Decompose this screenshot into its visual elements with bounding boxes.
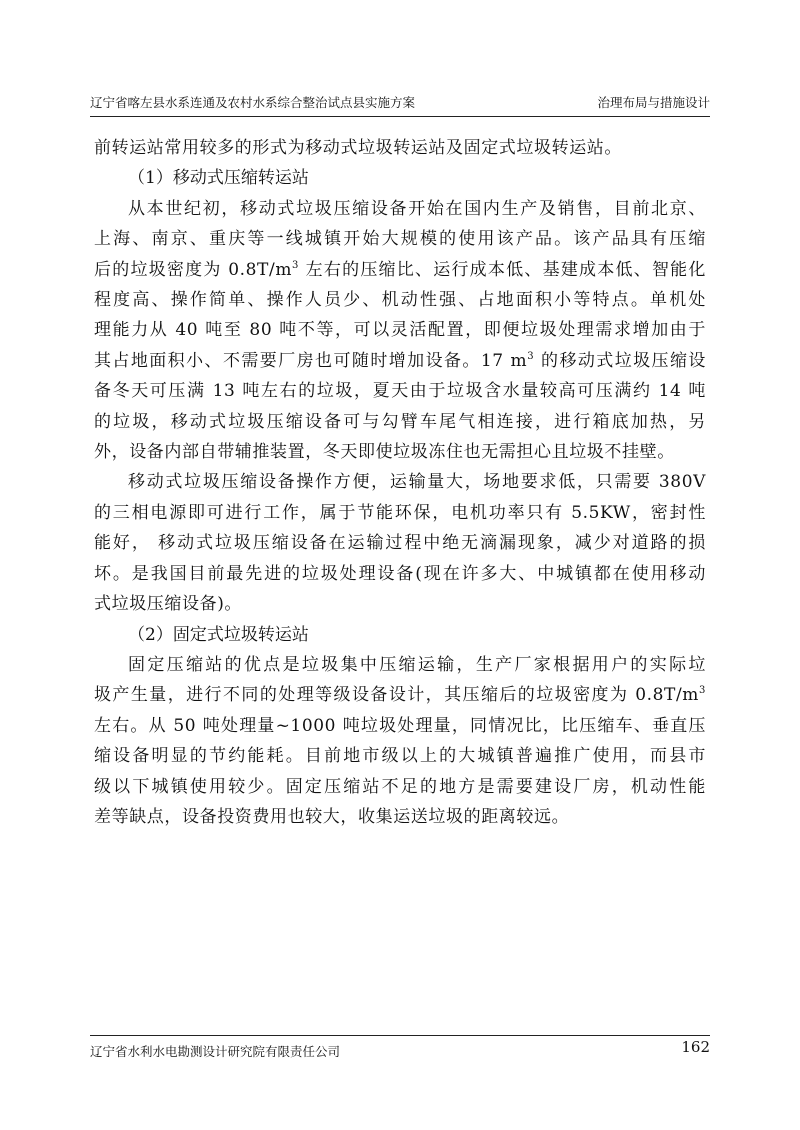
footer-organization: 辽宁省水利水电勘测设计研究院有限责任公司 bbox=[90, 1044, 341, 1059]
header-section-title: 治理布局与措施设计 bbox=[597, 95, 710, 110]
text-line: 式垃圾压缩设备)。 bbox=[94, 594, 243, 615]
text-line: 前转运站常用较多的形式为移动式垃圾转运站及固定式垃圾转运站。 bbox=[94, 138, 622, 158]
paragraph-intro-continued bbox=[94, 133, 706, 163]
section-heading-fixed-station: （2）固定式垃圾转运站 bbox=[128, 624, 309, 645]
page-header bbox=[90, 92, 710, 117]
text-line: 外，设备内部自带辅推装置，冬天即使垃圾冻住也无需担心且垃圾不挂壁。 bbox=[94, 442, 675, 463]
paragraph-fixed-station bbox=[94, 650, 706, 832]
header-document-title: 辽宁省喀左县水系连通及农村水系综合整治试点县实施方案 bbox=[90, 95, 416, 110]
text-line-with-superscript bbox=[94, 680, 706, 710]
text-line-with-superscript bbox=[94, 255, 706, 285]
page-number: 162 bbox=[681, 1038, 710, 1056]
text-line: 备冬天可压满 13 吨左右的垃圾，夏天由于垃圾含水量较高可压满约 14 吨 bbox=[94, 381, 706, 402]
text-line: 级以下城镇使用较少。固定压缩站不足的地方是需要建设厂房，机动性能 bbox=[94, 776, 706, 797]
text-segment: 的移动式垃圾压缩设 bbox=[534, 350, 707, 371]
text-line: 的三相电源即可进行工作，属于节能环保，电机功率只有 5.5KW，密封性 bbox=[94, 502, 706, 523]
paragraph-mobile-advantages bbox=[94, 467, 706, 619]
text-line: 坏。是我国目前最先进的垃圾处理设备(现在许多大、中城镇都在使用移动 bbox=[94, 563, 706, 584]
text-segment: 后的垃圾密度为 0.8T/m bbox=[94, 259, 293, 280]
text-line: 差等缺点，设备投资费用也较大，收集运送垃圾的距离较远。 bbox=[94, 806, 570, 827]
text-line: 上海、南京、重庆等一线城镇开始大规模的使用该产品。该产品具有压缩 bbox=[94, 229, 706, 250]
text-line: 移动式垃圾压缩设备操作方便，运输量大，场地要求低，只需要 380V bbox=[128, 472, 706, 493]
page-body bbox=[94, 133, 706, 832]
superscript: 3 bbox=[527, 350, 535, 362]
text-line: 从本世纪初，移动式垃圾压缩设备开始在国内生产及销售，目前北京、 bbox=[128, 198, 706, 219]
page-footer bbox=[90, 1035, 710, 1060]
text-line: 缩设备明显的节约能耗。目前地市级以上的大城镇普遍推广使用，而县市 bbox=[94, 746, 706, 767]
text-line: 固定压缩站的优点是垃圾集中压缩运输，生产厂家根据用户的实际垃 bbox=[128, 654, 706, 675]
text-segment: 其占地面积小、不需要厂房也可随时增加设备。17 m bbox=[94, 350, 528, 371]
text-line: 程度高、操作简单、操作人员少、机动性强、占地面积小等特点。单机处 bbox=[94, 290, 706, 311]
section-heading-mobile-station: （1）移动式压缩转运站 bbox=[128, 168, 309, 189]
text-line: 的垃圾，移动式垃圾压缩设备可与勾臂车尾气相连接，进行箱底加热，另 bbox=[94, 411, 706, 432]
text-line: 能好， 移动式垃圾压缩设备在运输过程中绝无滴漏现象，减少对道路的损 bbox=[94, 533, 706, 554]
text-segment: 左右的压缩比、运行成本低、基建成本低、智能化 bbox=[299, 259, 707, 280]
text-line: 理能力从 40 吨至 80 吨不等，可以灵活配置，即便垃圾处理需求增加由于 bbox=[94, 320, 706, 341]
superscript: 3 bbox=[292, 259, 300, 271]
paragraph-mobile-station bbox=[94, 194, 706, 468]
text-line-with-superscript bbox=[94, 346, 706, 376]
text-line: 左右。从 50 吨处理量~1000 吨垃圾处理量，同情况比，比压缩车、垂直压 bbox=[94, 715, 706, 736]
superscript: 3 bbox=[699, 685, 706, 697]
text-segment: 圾产生量，进行不同的处理等级设备设计，其压缩后的垃圾密度为 0.8T/m bbox=[94, 685, 700, 706]
